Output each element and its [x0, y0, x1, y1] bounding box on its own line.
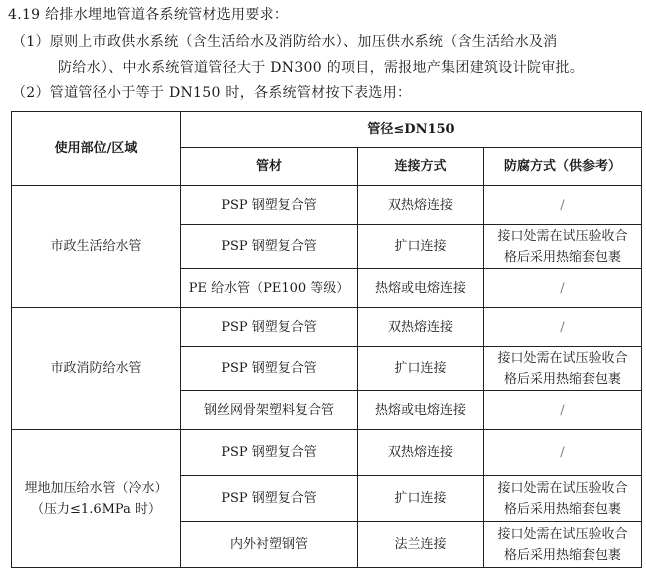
corrosion-line-2: 格后采用热缩套包裹	[503, 371, 621, 387]
corrosion-cell	[484, 225, 642, 269]
item-2: （2）管道管径小于等于 DN150 时，各系统管材按下表选用：	[12, 85, 412, 101]
section-heading: 4.19 给排水埋地管道各系统管材选用要求：	[8, 7, 289, 23]
corrosion-cell: /	[484, 391, 642, 430]
area-cell	[12, 430, 181, 568]
header-connection: 连接方式	[358, 148, 484, 186]
header-corrosion: 防腐方式（供参考）	[484, 148, 642, 186]
material-cell: PE 给水管（PE100 等级）	[181, 269, 358, 308]
corrosion-cell: /	[484, 269, 642, 308]
material-cell: 钢丝网骨架塑料复合管	[181, 391, 358, 430]
corrosion-cell	[484, 476, 642, 522]
table-header-row	[12, 112, 642, 148]
connection-cell: 法兰连接	[358, 522, 484, 568]
connection-cell: 双热熔连接	[358, 308, 484, 347]
corrosion-cell	[484, 522, 642, 568]
corrosion-line-2: 格后采用热缩套包裹	[503, 249, 621, 265]
area-line-2: （压力≤1.6MPa 时）	[31, 501, 161, 517]
material-cell: PSP 钢塑复合管	[181, 476, 358, 522]
corrosion-line-2: 格后采用热缩套包裹	[503, 501, 621, 517]
connection-cell: 扩口连接	[358, 476, 484, 522]
corrosion-cell: /	[484, 308, 642, 347]
material-cell: PSP 钢塑复合管	[181, 430, 358, 476]
material-cell: PSP 钢塑复合管	[181, 347, 358, 391]
header-material: 管材	[181, 148, 358, 186]
corrosion-cell: /	[484, 186, 642, 225]
corrosion-line-1: 接口处需在试压验收合	[497, 480, 628, 496]
item-1-line-2: 防给水）、中水系统管道管径大于 DN300 的项目，需报地产集团建筑设计院审批。	[58, 60, 585, 76]
corrosion-cell	[484, 347, 642, 391]
table-row	[12, 430, 642, 476]
corrosion-line-1: 接口处需在试压验收合	[497, 228, 628, 244]
material-cell: PSP 钢塑复合管	[181, 186, 358, 225]
connection-cell: 扩口连接	[358, 347, 484, 391]
corrosion-line-1: 接口处需在试压验收合	[497, 350, 628, 366]
corrosion-line-1: 接口处需在试压验收合	[497, 526, 628, 542]
material-cell: PSP 钢塑复合管	[181, 308, 358, 347]
corrosion-line-2: 格后采用热缩套包裹	[503, 547, 621, 563]
item-1-line-1: （1）原则上市政供水系统（含生活给水及消防给水）、加压供水系统（含生活给水及消	[12, 34, 558, 50]
connection-cell: 热熔或电熔连接	[358, 269, 484, 308]
table-row	[12, 186, 642, 225]
header-dn: 管径≤DN150	[181, 112, 642, 148]
area-cell: 市政生活给水管	[12, 186, 181, 308]
header-area: 使用部位/区域	[12, 112, 181, 186]
material-cell: PSP 钢塑复合管	[181, 225, 358, 269]
area-cell: 市政消防给水管	[12, 308, 181, 430]
area-line-1: 埋地加压给水管（冷水）	[24, 480, 168, 496]
pipe-material-table	[11, 111, 642, 568]
connection-cell: 双热熔连接	[358, 186, 484, 225]
table-row	[12, 308, 642, 347]
material-cell: 内外衬塑钢管	[181, 522, 358, 568]
connection-cell: 热熔或电熔连接	[358, 391, 484, 430]
connection-cell: 双热熔连接	[358, 430, 484, 476]
connection-cell: 扩口连接	[358, 225, 484, 269]
corrosion-cell: /	[484, 430, 642, 476]
